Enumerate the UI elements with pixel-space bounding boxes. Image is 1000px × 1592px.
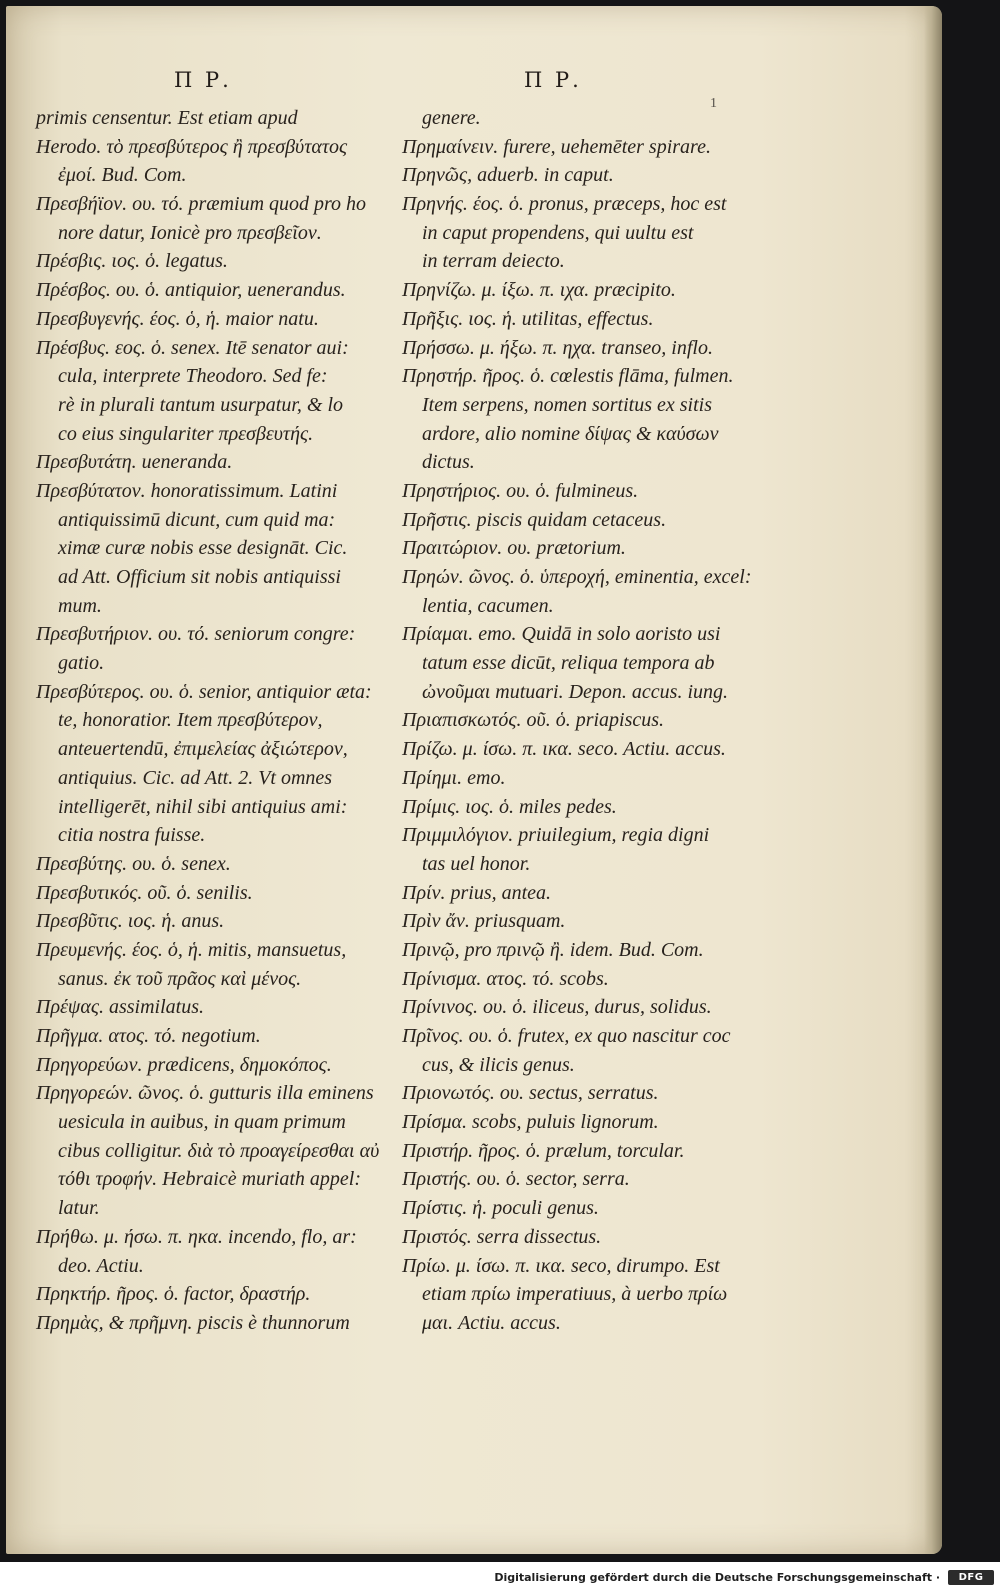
entry-line: Πρίζω. μ. ίσω. π. ικα. seco. Actiu. accus. [402,738,726,761]
entry-continuation-line: mum. [58,594,102,617]
entry-continuation-line: τόθι τροφήν. Hebraicè muriath appel: [58,1168,362,1191]
entry-line: Πρέψας. assimilatus. [36,996,204,1019]
entry-continuation-line: in caput propendens, qui uultu est [422,221,694,244]
page-edge-shadow [924,6,942,1554]
entry-continuation-line: genere. [422,107,481,129]
entry-line: Πρέσβις. ιος. ὁ. legatus. [36,250,228,273]
entry-continuation-line: nore datur, Ionicè pro πρεσβεῖον. [58,221,322,244]
entry-continuation-line: uesicula in auibus, in quam primum [58,1111,346,1134]
entry-line: Πριαπισκωτός. οῦ. ὁ. priapiscus. [402,709,665,732]
entry-continuation-line: lentia, cacumen. [422,594,554,617]
entry-line: Πρευμενής. έος. ὁ, ἡ. mitis, mansuetus, [36,938,347,961]
entry-line: Πρῆγμα. ατος. τό. negotium. [36,1025,261,1047]
entry-continuation-line: cula, interprete Theodoro. Sed fe: [58,365,328,388]
entry-line: Πρὶν ἄν. priusquam. [402,910,566,933]
entry-line: primis censentur. Est etiam apud [36,107,298,129]
entry-line: Πρηγορεών. ῶνος. ὁ. gutturis illa eminens [36,1082,374,1105]
entry-line: Πρίαμαι. emo. Quidā in solo aoristo usi [402,623,721,646]
entry-line: Πρημὰς, & πρῆμνη. piscis è thunnorum [36,1311,350,1334]
entry-continuation-line: tatum esse dicūt, reliqua tempora ab [422,652,715,675]
entry-line: Πρεσβυτήριον. ου. τό. seniorum congre: [36,623,356,646]
entry-line: Πρηστήριος. ου. ὁ. fulmineus. [402,479,639,502]
margin-mark: 1 [710,96,717,111]
entry-continuation-line: deo. Actiu. [58,1254,144,1277]
entry-line: Πρῖνος. ου. ὁ. frutex, ex quo nascitur coc [402,1025,731,1047]
entry-continuation-line: gatio. [58,652,105,675]
entry-continuation-line: intelligerēt, nihil sibi antiquius ami: [58,795,348,818]
entry-continuation-line: latur. [58,1197,100,1220]
entry-continuation-line: citia nostra fuisse. [58,824,206,847]
entry-continuation-line: anteuertendū, ἐπιμελείας ἀξιώτερον, [58,738,348,761]
entry-line: Πρεσβυγενής. έος. ὁ, ἡ. maior natu. [36,307,319,330]
left-column [36,104,384,1338]
entry-line: Πρεσβυτάτη. ueneranda. [36,451,233,474]
entry-line: Πρηών. ῶνος. ὁ. ὑπεροχή, eminentia, excel: [402,566,752,588]
entry-line: Πρίν. prius, antea. [402,881,552,904]
entry-continuation-line: ad Att. Officium sit nobis antiquissi [58,566,341,588]
entry-continuation-line: etiam πρίω imperatiuus, à uerbo πρίω [422,1283,728,1306]
entry-line: Πρίσμα. scobs, puluis lignorum. [402,1111,659,1134]
entry-continuation-line: ἐμοί. Bud. Com. [58,164,187,187]
entry-line: Πρεσβυτικός. οῦ. ὁ. senilis. [36,881,253,904]
entry-continuation-line: μαι. Actiu. accus. [422,1311,561,1334]
entry-line: Πρίνινος. ου. ὁ. iliceus, durus, solidus. [402,996,712,1019]
entry-line: Πραιτώριον. ου. prætorium. [402,537,626,560]
right-column [402,104,752,1338]
running-header-right: Π Ρ. [524,68,582,92]
entry-line: Πρῆξις. ιος. ἡ. utilitas, effectus. [402,307,654,330]
entry-line: Πρεσβύτερος. ου. ὁ. senior, antiquior æta: [36,680,372,703]
footer-bar [0,1562,1000,1592]
book-page [6,6,942,1554]
entry-continuation-line: tas uel honor. [422,852,531,875]
entry-continuation-line: rè in plurali tantum usurpatur, & lo [58,393,344,416]
entry-line: Πριστός. serra dissectus. [402,1225,602,1248]
entry-line: Πρήθω. μ. ήσω. π. ηκα. incendo, flo, ar: [36,1225,357,1248]
entry-line: Πρηγορεύων. prædicens, δημοκόπος. [36,1053,332,1076]
dfg-logo: DFG [948,1570,994,1585]
funding-notice: Digitalisierung gefördert durch die Deutsche Forschungsgemeinschaft · [494,1571,940,1584]
entry-line: Πρηνής. έος. ὁ. pronus, præceps, hoc est [402,193,727,216]
entry-line: Πρεσβύτης. ου. ὁ. senex. [36,852,231,875]
entry-line: Πρηνίζω. μ. ίξω. π. ιχα. præcipito. [402,279,676,302]
entry-continuation-line: sanus. ἐκ τοῦ πρᾶος καὶ μένος. [58,967,302,990]
entry-line: Πρήσσω. μ. ήξω. π. ηχα. transeo, inflo. [402,336,713,359]
entry-line: Πρίνισμα. ατος. τό. scobs. [402,967,609,990]
entry-line: Πρίημι. emo. [402,766,506,789]
entry-line: Πρέσβυς. εος. ὁ. senex. Itē senator aui: [36,336,349,359]
entry-line: Πρίω. μ. ίσω. π. ικα. seco, dirumpo. Est [402,1254,720,1277]
entry-line: Πρινῷ, pro πρινῷ ἢ. idem. Bud. Com. [402,938,704,961]
entry-line: Herodo. τὸ πρεσβύτερος ἢ πρεσβύτατος [36,135,348,158]
entry-line: Πρίστις. ἡ. poculi genus. [402,1197,599,1220]
entry-continuation-line: in terram deiecto. [422,250,565,273]
entry-line: Πρηνῶς, aduerb. in caput. [402,164,614,187]
entry-continuation-line: dictus. [422,451,475,474]
entry-line: Πρηκτήρ. ῆρος. ὁ. factor, δραστήρ. [36,1283,311,1306]
entry-line: Πρημαίνειν. furere, uehemēter spirare. [402,135,711,158]
entry-line: Πρεσβήϊον. ου. τό. præmium quod pro ho [36,193,367,216]
running-header-left: Π Ρ. [174,68,232,92]
entry-line: Πριμμιλόγιον. priuilegium, regia digni [402,824,710,847]
entry-line: Πριστήρ. ῆρος. ὁ. prælum, torcular. [402,1139,685,1162]
entry-continuation-line: cibus colligitur. διὰ τὸ προαγείρεσθαι αὐ [58,1139,380,1162]
entry-line: Πριονωτός. ου. sectus, serratus. [402,1082,659,1105]
entry-line: Πρηστήρ. ῆρος. ὁ. cœlestis flāma, fulmen. [402,365,734,388]
entry-line: Πριστής. ου. ὁ. sector, serra. [402,1168,630,1191]
entry-continuation-line: ximæ curæ nobis esse designāt. Cic. [58,537,348,560]
entry-continuation-line: ὠνοῦμαι mutuari. Depon. accus. iung. [422,680,729,703]
entry-continuation-line: antiquissimū dicunt, cum quid ma: [58,508,336,531]
entry-continuation-line: cus, & ilicis genus. [422,1053,575,1076]
entry-line: Πρέσβος. ου. ὁ. antiquior, uenerandus. [36,279,346,302]
entry-line: Πρίμις. ιος. ὁ. miles pedes. [402,795,617,818]
entry-line: Πρεσβύτατον. honoratissimum. Latini [36,479,338,502]
entry-continuation-line: antiquius. Cic. ad Att. 2. Vt omnes [58,766,333,789]
entry-continuation-line: co eius singulariter πρεσβευτής. [58,422,314,445]
entry-continuation-line: te, honoratior. Item πρεσβύτερον, [58,709,323,732]
entry-continuation-line: ardore, alio nomine δίψας & καύσων [422,422,719,445]
entry-line: Πρεσβῦτις. ιος. ἡ. anus. [36,910,225,933]
entry-continuation-line: Item serpens, nomen sortitus ex sitis [422,393,712,416]
entry-line: Πρῆστις. piscis quidam cetaceus. [402,508,667,531]
